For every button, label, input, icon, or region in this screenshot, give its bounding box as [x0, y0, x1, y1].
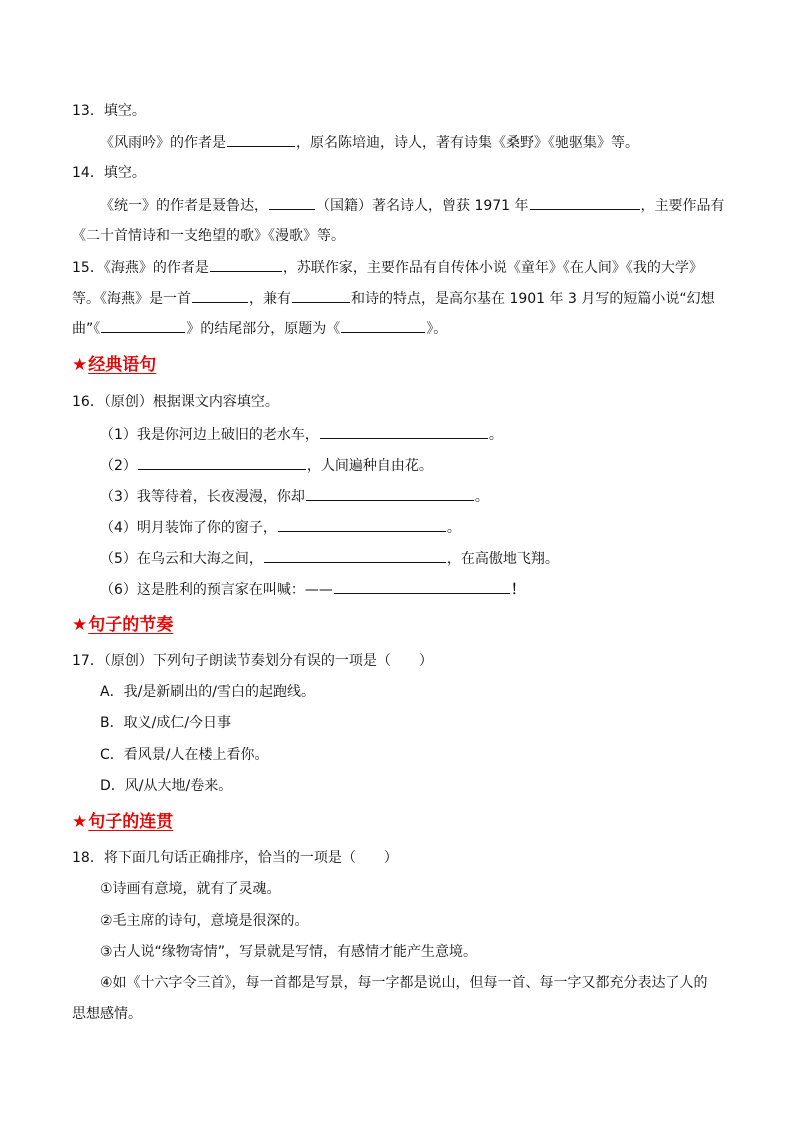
q16-item-5 [100, 548, 559, 569]
q16-item-3-blank[interactable] [306, 486, 474, 501]
q16-item-6 [100, 579, 525, 600]
question-16-label: 16．（原创）根据课文内容填空。 [72, 394, 279, 410]
q18-sentence-1: ①诗画有意境，就有了灵魂。 [100, 881, 281, 897]
q13-answer-blank[interactable] [227, 132, 295, 147]
question-18-label: 18．将下面几句话正确排序，恰当的一项是（ ） [72, 850, 398, 866]
q16-item-6-text: （6）这是胜利的预言家在叫喊：—— [100, 582, 333, 598]
q16-item-1-end: 。 [488, 427, 503, 443]
q16-item-2 [100, 455, 433, 476]
section-title: 句子的连贯 [88, 812, 174, 832]
question-15-line-2 [72, 288, 715, 309]
q15-novel-blank[interactable] [101, 318, 185, 333]
q14-text-3: ，主要作品有 [640, 198, 725, 214]
q17-option-c[interactable]: C．看风景/人在楼上看你。 [100, 747, 269, 763]
q16-item-2-text: （2） [100, 458, 137, 474]
q14-award-blank[interactable] [530, 195, 640, 210]
section-title: 句子的节奏 [88, 615, 174, 635]
q15-text-3: 等。《海燕》是一首 [72, 291, 191, 307]
q16-item-1-text: （1）我是你河边上破旧的老水车， [100, 427, 319, 443]
q16-item-1 [100, 424, 503, 445]
q16-item-3-end: 。 [474, 489, 489, 505]
q15-original-title-blank[interactable] [341, 318, 425, 333]
star-icon: ★ [72, 355, 88, 375]
q16-item-2-blank[interactable] [138, 455, 306, 470]
q16-item-6-blank[interactable] [334, 579, 510, 594]
q17-option-b[interactable]: B．取义/成仁/今日事 [100, 715, 232, 731]
question-14-sentence [100, 195, 725, 216]
q15-feature-blank[interactable] [292, 288, 350, 303]
q15-text-1: 15．《海燕》的作者是 [72, 260, 209, 276]
section-heading-sentence-coherence [72, 810, 173, 834]
star-icon: ★ [72, 812, 88, 832]
q14-text-2: （国籍）著名诗人，曾获 1971 年 [316, 198, 529, 214]
q15-text-7: 》的结尾部分，原题为《 [186, 321, 341, 337]
q16-item-5-end: ，在高傲地飞翔。 [446, 551, 559, 567]
q15-text-5: 和诗的特点，是高尔基在 1901 年 3 月写的短篇小说“幻想 [351, 291, 715, 307]
q18-sentence-3: ③古人说“缘物寄情”，写景就是写情，有感情才能产生意境。 [100, 944, 478, 960]
q16-item-4 [100, 517, 461, 538]
q17-option-a[interactable]: A．我/是新刷出的/雪白的起跑线。 [100, 684, 316, 700]
question-14-continuation: 《二十首情诗和一支绝望的歌》《漫歌》等。 [72, 228, 345, 244]
q13-text-1: 《风雨吟》的作者是 [100, 135, 226, 151]
q18-sentence-2: ②毛主席的诗句，意境是很深的。 [100, 913, 309, 929]
section-heading-classic-sentences [72, 353, 156, 377]
q15-author-blank[interactable] [210, 257, 282, 272]
question-14-label: 14．填空。 [72, 165, 146, 181]
q13-text-2: ，原名陈培迪，诗人，著有诗集《桑野》《驰驱集》等。 [296, 135, 639, 151]
section-title: 经典语句 [88, 355, 157, 375]
q16-item-5-text: （5）在乌云和大海之间， [100, 551, 263, 567]
q16-item-6-end: ！ [510, 582, 525, 598]
q18-sentence-4-continuation: 思想感情。 [72, 1006, 142, 1022]
question-15-line-3 [72, 318, 447, 339]
q16-item-1-blank[interactable] [320, 424, 488, 439]
q16-item-3-text: （3）我等待着，长夜漫漫，你却 [100, 489, 305, 505]
q16-item-2-end: ，人间遍种自由花。 [306, 458, 433, 474]
question-13-sentence [100, 132, 639, 153]
q15-text-2: ，苏联作家，主要作品有自传体小说《童年》《在人间》《我的大学》 [282, 260, 703, 276]
question-17-label: 17．（原创）下列句子朗读节奏划分有误的一项是（ ） [72, 653, 433, 669]
q15-text-4: ，兼有 [249, 291, 291, 307]
q17-option-d[interactable]: D．风/从大地/卷来。 [100, 778, 233, 794]
q16-item-4-text: （4）明月装饰了你的窗子， [100, 520, 277, 536]
q15-text-8: 》。 [426, 321, 448, 337]
q16-item-3 [100, 486, 489, 507]
q18-sentence-4: ④如《十六字令三首》，每一首都是写景，每一字都是说山，但每一首、每一字又都充分表达了人的 [100, 975, 708, 991]
q14-nationality-blank[interactable] [269, 195, 315, 210]
q16-item-5-blank[interactable] [264, 548, 446, 563]
question-13-label: 13．填空。 [72, 103, 146, 119]
q16-item-4-blank[interactable] [278, 517, 446, 532]
q16-item-4-end: 。 [446, 520, 461, 536]
q15-text-6: 曲”《 [72, 321, 101, 337]
section-heading-sentence-rhythm [72, 613, 173, 637]
star-icon: ★ [72, 615, 88, 635]
question-15-line-1 [72, 257, 703, 278]
q15-genre-blank[interactable] [192, 288, 248, 303]
q14-text-1: 《统一》的作者是聂鲁达， [100, 198, 268, 214]
